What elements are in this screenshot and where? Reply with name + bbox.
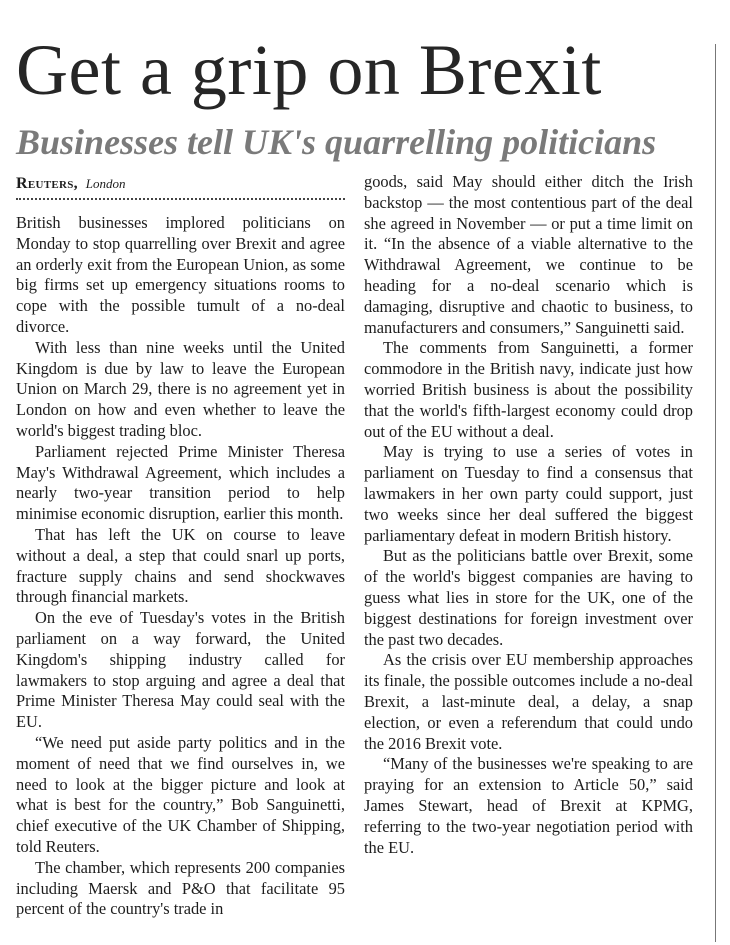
article-column-right [364,172,693,858]
byline-agency: Reuters, [16,175,78,192]
headline: Get a grip on Brexit [16,30,602,110]
dotted-divider [16,198,345,200]
paragraph: British businesses implored politicians on Monday to stop quarrelling over Brexit and agree an orderly exit from the European Union, as some big firms set up emergency situations rooms to cope with the possible tumult of a no-deal divorce. [16,213,345,336]
paragraph: The chamber, which represents 200 companies including Maersk and P&O that facilitate 95 percent of the country's trade in [16,857,345,919]
paragraph: That has left the UK on course to leave without a deal, a step that could snarl up ports, fracture supply chains and send shockwaves through financial markets. [16,524,345,607]
byline-city: London [85,176,126,191]
paragraph: As the crisis over EU membership approaches its finale, the possible outcomes include a no-deal Brexit, a last-minute deal, a delay, a snap election, or even a referendum that could undo the 2016 Brexit vote. [364,650,693,753]
column-rule [715,44,716,942]
paragraph: May is trying to use a series of votes in parliament on Tuesday to find a consensus that lawmakers in her own party could support, just two weeks since her deal suffered the biggest parliamentary defeat in modern British history. [364,442,693,545]
subheadline: Businesses tell UK's quarrelling politicians [16,122,657,162]
article-column-left [16,213,345,920]
paragraph: On the eve of Tuesday's votes in the British parliament on a way forward, the United Kingdom's shipping industry called for lawmakers to stop arguing and agree a deal that Prime Minister Theresa May could seal with the EU. [16,608,345,732]
paragraph: goods, said May should either ditch the Irish backstop — the most contentious part of the deal she agreed in November — or put a time limit on it. “In the absence of a viable alternative to the Withdrawal Agreement, we continue to be heading for a no-deal scenario which is damaging, disruptive and chaotic to business, to manufacturers and consumers,” Sanguinetti said. [364,172,693,337]
paragraph: The comments from Sanguinetti, a former commodore in the British navy, indicate just how worried British business is about the possibility that the world's fifth-largest economy could drop out of the EU without a deal. [364,338,693,441]
paragraph: But as the politicians battle over Brexit, some of the world's biggest companies are having to guess what lies in store for the UK, one of the biggest destinations for foreign investment over the past two decades. [364,546,693,649]
paragraph: “We need put aside party politics and in the moment of need that we find ourselves in, we need to look at the bigger picture and look at what is best for the country,” Bob Sanguinetti, chief executive of the UK Chamber of Shipping, told Reuters. [16,732,345,856]
paragraph: Parliament rejected Prime Minister Theresa May's Withdrawal Agreement, which includes a nearly two-year transition period to help minimise economic disruption, earlier this month. [16,441,345,524]
paragraph: “Many of the businesses we're speaking to are praying for an extension to Article 50,” said James Stewart, head of Brexit at KPMG, referring to the two-year negotiation period with the EU. [364,754,693,857]
byline [16,174,125,194]
paragraph: With less than nine weeks until the United Kingdom is due by law to leave the European Union on March 29, there is no agreement yet in London on how and even whether to leave the world's biggest trading bloc. [16,337,345,440]
